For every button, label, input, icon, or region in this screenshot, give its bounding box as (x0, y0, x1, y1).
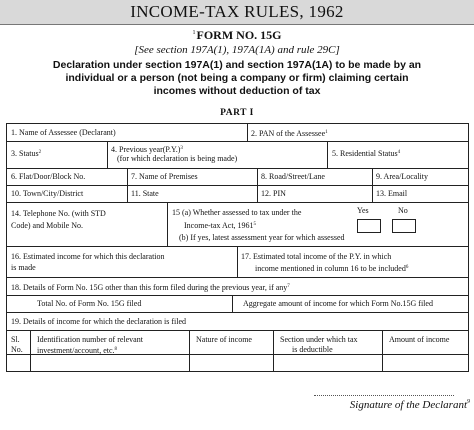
section-reference: [See section 197A(1), 197A(1A) and rule 29C] (134, 44, 340, 56)
area-locality-label: 9. Area/Locality (376, 172, 428, 181)
estimated-income-label: 16. Estimated income for which this declaration (11, 252, 165, 261)
section-header: Section under which tax (280, 335, 358, 344)
other-forms-label (11, 282, 290, 293)
signature-label-text: Signature of the Declarant (349, 399, 467, 411)
estimated-income-label-cont: is made (11, 263, 36, 272)
col-divider (382, 330, 383, 371)
signature-footnote: 9 (467, 399, 470, 405)
col-divider (257, 168, 258, 202)
status-footnote: 2 (38, 150, 42, 155)
declaration-line-2: individual or a person (not being a company or firm) claiming certain (65, 72, 409, 84)
road-street-label: 8. Road/Street/Lane (261, 172, 325, 181)
nature-of-income-header: Nature of income (196, 335, 252, 344)
col-divider (232, 295, 233, 312)
col-divider (237, 246, 238, 277)
rules-title: INCOME-TAX RULES, 1962 (130, 2, 344, 21)
previous-year-note: (for which declaration is being made) (117, 154, 238, 163)
no-checkbox[interactable] (392, 219, 416, 233)
aggregate-amount-label: Aggregate amount of income for which Form No.15G filed (243, 299, 433, 308)
premises-label: 7. Name of Premises (131, 172, 198, 181)
col-divider (30, 330, 31, 371)
identification-number-header-cont-text: investment/account, etc. (37, 346, 115, 355)
signature-line (314, 395, 454, 396)
col-divider (107, 141, 108, 168)
other-forms-label-text: 18. Details of Form No. 15G other than this form filed during the previous year, if any (11, 283, 288, 292)
col-divider (247, 124, 248, 141)
other-forms-footnote: 7 (287, 284, 290, 289)
assessed-to-tax-label-cont (184, 220, 256, 231)
row-divider (7, 330, 468, 331)
latest-assessment-year-label: (b) If yes, latest assessment year for which assessed (179, 233, 345, 242)
part-label: PART I (220, 108, 254, 118)
col-divider (273, 330, 274, 371)
row-divider (7, 168, 468, 169)
pan-label (251, 128, 328, 139)
col-divider (167, 202, 168, 246)
sl-no-header: Sl. (11, 335, 20, 344)
status-label-text: 3. Status (11, 149, 39, 158)
identification-number-header: Identification number of relevant (37, 335, 143, 344)
estimated-total-income-label: 17. Estimated total income of the P.Y. in which (241, 252, 392, 261)
email-label: 13. Email (376, 189, 408, 198)
residential-status-label (332, 148, 400, 159)
col-divider (189, 330, 190, 371)
col-divider (327, 141, 328, 168)
estimated-total-footnote: 6 (405, 265, 409, 270)
state-label: 11. State (131, 189, 159, 198)
row-divider (7, 141, 468, 142)
row-divider (7, 185, 468, 186)
form-number (0, 28, 474, 43)
row-divider (7, 312, 468, 313)
identification-number-header-cont (37, 345, 117, 356)
name-of-assessee-label: 1. Name of Assessee (Declarant) (11, 128, 116, 137)
status-label (11, 148, 41, 159)
pan-label-text: 2. PAN of the Assessee (251, 129, 326, 138)
col-divider (127, 168, 128, 202)
telephone-label-cont: Code) and Mobile No. (11, 221, 83, 230)
signature-label (300, 399, 470, 411)
section-header-cont: is deductible (292, 345, 333, 354)
pan-footnote: 1 (325, 130, 328, 135)
estimated-total-income-label-cont-text: income mentioned in column 16 to be included (255, 264, 406, 273)
residential-status-footnote: 4 (397, 150, 401, 155)
form-number-footnote: 1 (192, 30, 196, 36)
declaration-line-3: incomes without deduction of tax (153, 85, 321, 97)
previous-year-label-text: 4. Previous year(P.Y.) (111, 145, 181, 154)
amount-of-income-header: Amount of income (389, 335, 450, 344)
yes-checkbox[interactable] (357, 219, 381, 233)
total-forms-filed-label: Total No. of Form No. 15G filed (37, 299, 142, 308)
identification-footnote: 8 (114, 347, 118, 352)
pin-label: 12. PIN (261, 189, 286, 198)
row-divider (7, 202, 468, 203)
residential-status-label-text: 5. Residential Status (332, 149, 398, 158)
no-label: No (398, 206, 408, 215)
previous-year-footnote: 3 (180, 146, 183, 151)
telephone-label: 14. Telephone No. (with STD (11, 209, 106, 218)
form-number-text: FORM NO. 15G (196, 28, 282, 42)
col-divider (372, 168, 373, 202)
assessed-to-tax-label: 15 (a) Whether assessed to tax under the (172, 208, 302, 217)
assessed-to-tax-label-cont-text: Income-tax Act, 1961 (184, 221, 254, 230)
declaration-heading (28, 59, 446, 98)
flat-door-label: 6. Flat/Door/Block No. (11, 172, 86, 181)
declaration-line-1: Declaration under section 197A(1) and section 197A(1A) to be made by an (52, 59, 422, 71)
estimated-total-income-label-cont (255, 263, 408, 274)
income-details-label: 19. Details of income for which the declaration is filed (11, 317, 187, 326)
town-city-label: 10. Town/City/District (11, 189, 84, 198)
assessed-footnote: 5 (253, 222, 257, 227)
sl-no-header-cont: No. (11, 345, 23, 354)
row-divider (7, 295, 468, 296)
yes-label: Yes (357, 206, 369, 215)
row-divider (7, 277, 468, 278)
form-table (6, 123, 469, 372)
